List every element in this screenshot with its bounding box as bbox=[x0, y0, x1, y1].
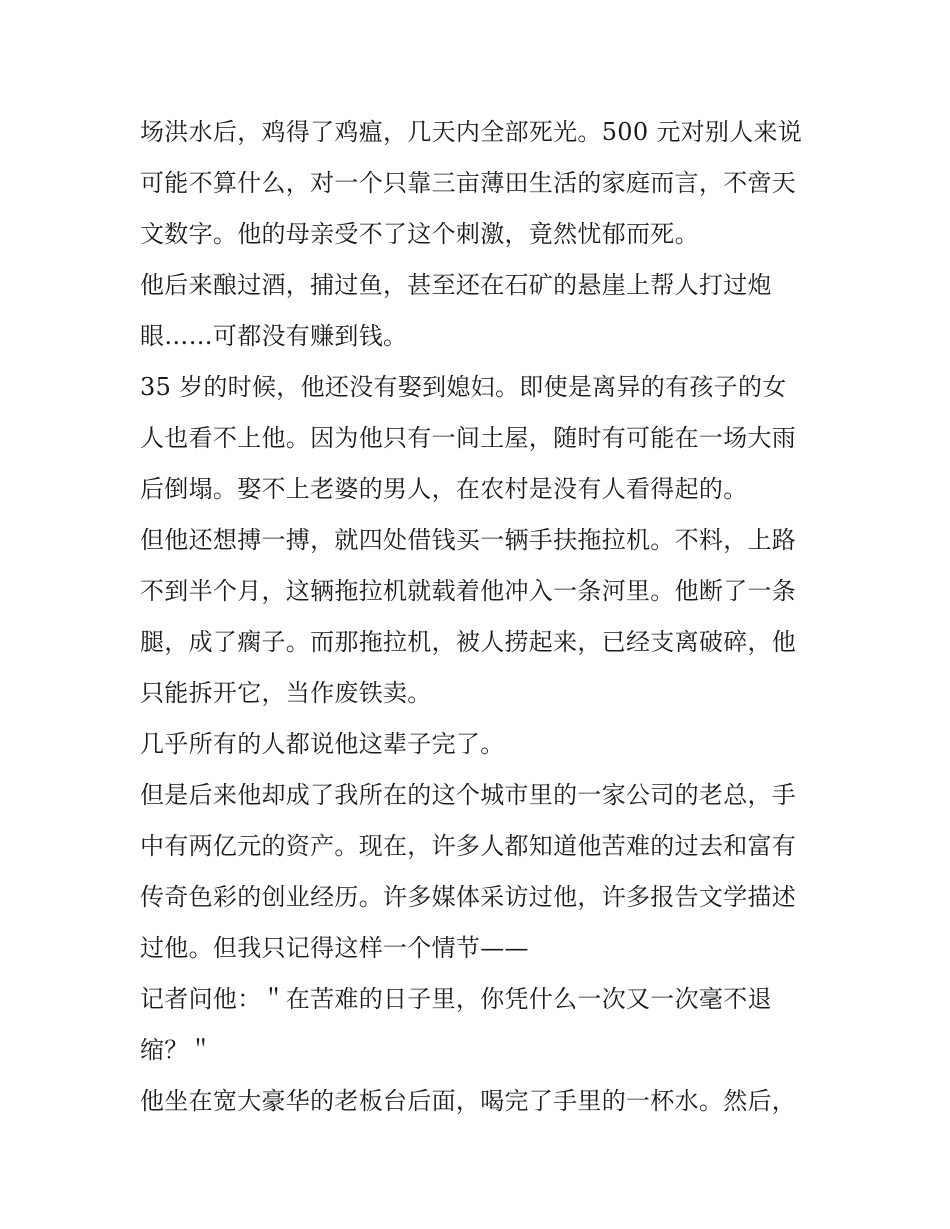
paragraph bbox=[140, 515, 820, 719]
text-line: 过他。但我只记得这样一个情节—— bbox=[140, 934, 529, 962]
text-line: 35 岁的时候，他还没有娶到媳妇。即使是离异的有孩子的女 bbox=[140, 373, 787, 401]
text-line: 只能拆开它，当作废铁卖。 bbox=[140, 679, 432, 707]
paragraph bbox=[140, 974, 820, 1076]
paragraph bbox=[140, 719, 820, 770]
text-line: 腿，成了瘸子。而那拖拉机，被人捞起来，已经支离破碎，他 bbox=[140, 628, 797, 656]
text-line: 眼……可都没有赚到钱。 bbox=[140, 322, 408, 350]
text-line: 人也看不上他。因为他只有一间土屋，随时有可能在一场大雨 bbox=[140, 424, 797, 452]
text-line: 传奇色彩的创业经历。许多媒体采访过他，许多报告文学描述 bbox=[140, 883, 797, 911]
paragraph bbox=[140, 770, 820, 974]
paragraph bbox=[140, 107, 820, 260]
paragraph bbox=[140, 362, 820, 515]
paragraph bbox=[140, 1076, 820, 1127]
text-line: 他坐在宽大豪华的老板台后面，喝完了手里的一杯水。然后， bbox=[140, 1087, 797, 1115]
text-line: 可能不算什么，对一个只靠三亩薄田生活的家庭而言，不啻天 bbox=[140, 169, 797, 197]
text-line: 中有两亿元的资产。现在，许多人都知道他苦难的过去和富有 bbox=[140, 832, 797, 860]
text-line: 他后来酿过酒，捕过鱼，甚至还在石矿的悬崖上帮人打过炮 bbox=[140, 271, 772, 299]
text-line: 但是后来他却成了我所在的这个城市里的一家公司的老总，手 bbox=[140, 781, 797, 809]
text-line: 文数字。他的母亲受不了这个刺激，竟然忧郁而死。 bbox=[140, 220, 699, 248]
text-line: 不到半个月，这辆拖拉机就载着他冲入一条河里。他断了一条 bbox=[140, 577, 797, 605]
text-line: 但他还想搏一搏，就四处借钱买一辆手扶拖拉机。不料，上路 bbox=[140, 526, 797, 554]
text-line: 记者问他：＂在苦难的日子里，你凭什么一次又一次毫不退 bbox=[140, 985, 772, 1013]
body-text bbox=[140, 107, 820, 1127]
text-line: 后倒塌。娶不上老婆的男人，在农村是没有人看得起的。 bbox=[140, 475, 748, 503]
paragraph bbox=[140, 260, 820, 362]
text-line: 缩？＂ bbox=[140, 1036, 213, 1064]
text-line: 几乎所有的人都说他这辈子完了。 bbox=[140, 730, 505, 758]
text-line: 场洪水后，鸡得了鸡瘟，几天内全部死光。500 元对别人来说 bbox=[140, 118, 803, 146]
